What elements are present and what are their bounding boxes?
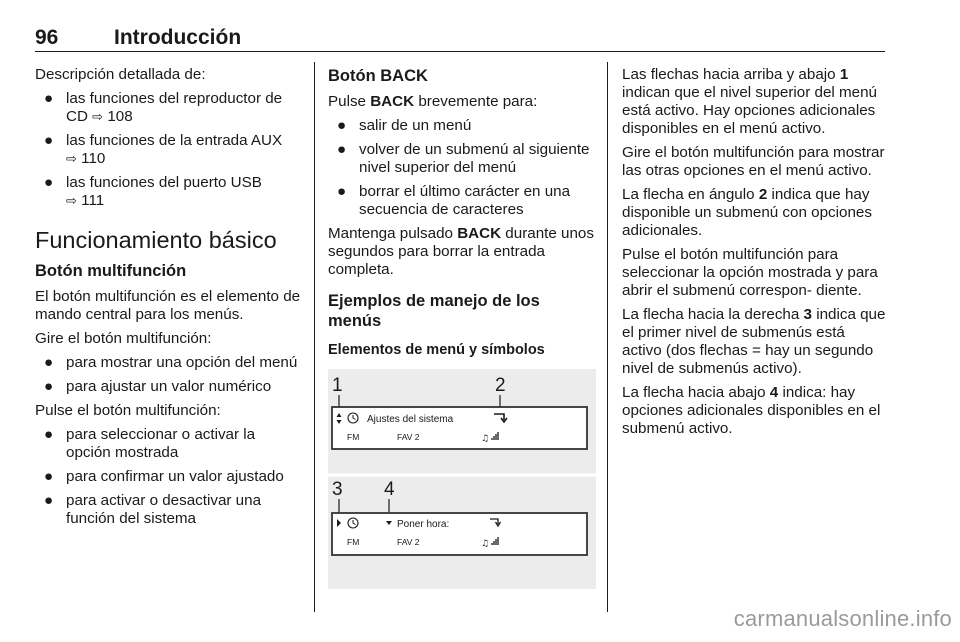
paragraph: Pulse BACK brevemente para: [328, 93, 538, 110]
screen-2 [332, 513, 587, 555]
list-item: ● para seleccionar o activar la opción mostrada [44, 426, 256, 461]
list-item: ● las funciones del reproductor de CD ⇨ 108 [44, 90, 283, 125]
status-fm: FM [347, 432, 360, 442]
label-3: 3 [332, 479, 343, 500]
page-reference[interactable]: ⇨ 110 [66, 150, 106, 167]
status-fav: FAV 2 [397, 537, 420, 547]
key-name: BACK [370, 93, 415, 110]
page-number: 96 [35, 26, 59, 49]
label-1: 1 [332, 375, 343, 396]
bullet-icon: ● [44, 492, 54, 509]
paragraph: Gire el botón multifunción: [35, 330, 212, 347]
label-2: 2 [495, 375, 506, 396]
details-intro: Descripción detallada de: [35, 66, 206, 83]
column-divider-1 [314, 62, 315, 612]
bullet-icon: ● [44, 468, 54, 485]
list-item: ● borrar el último carácter en una secuencia de caracteres [337, 183, 571, 218]
list-item: ● volver de un submenú al siguiente nivel superior del menú [337, 141, 590, 176]
status-fm: FM [347, 537, 360, 547]
column-2 [328, 66, 596, 589]
list-item: ● para activar o desactivar una función del sistema [44, 492, 262, 527]
music-note-icon: ♫ [481, 539, 490, 549]
paragraph: La flecha hacia abajo 4 indica: hay opciones adicionales disponibles en el submenú activo. [622, 384, 881, 437]
column-divider-2 [607, 62, 608, 612]
bullet-icon: ● [44, 354, 54, 371]
reference-arrow-icon: ⇨ [66, 151, 77, 166]
list-item: ● las funciones de la entrada AUX ⇨ 110 [44, 132, 283, 167]
section-title: Funcionamiento básico [35, 227, 277, 253]
column-1 [35, 66, 301, 534]
list-item: ● para ajustar un valor numérico [44, 378, 272, 395]
reference-arrow-icon: ⇨ [66, 193, 77, 208]
bullet-icon: ● [44, 426, 54, 443]
page-reference[interactable]: ⇨ 108 [92, 108, 133, 125]
watermark: carmanualsonline.info [733, 606, 952, 631]
label-4: 4 [384, 479, 395, 500]
paragraph: Mantenga pulsado BACK durante unos segundos para borrar la entrada completa. [328, 225, 594, 278]
list-item: ● las funciones del puerto USB ⇨ 111 [44, 174, 262, 209]
figure-background [328, 369, 596, 589]
paragraph: Gire el botón multifunción para mostrar las otras opciones en el menú activo. [622, 144, 885, 179]
paragraph: Pulse el botón multifunción: [35, 402, 221, 419]
bullet-icon: ● [44, 90, 54, 107]
list-item: ● para confirmar un valor ajustado [44, 468, 284, 485]
column-3 [622, 66, 888, 444]
page-header [35, 26, 885, 50]
menu-symbols-figure [328, 369, 596, 589]
subsection-title: Botón multifunción [35, 262, 187, 280]
bullet-icon: ● [44, 378, 54, 395]
page-reference[interactable]: ⇨ 111 [66, 192, 105, 209]
header-rule [35, 51, 885, 52]
bullet-icon: ● [337, 141, 347, 158]
status-fav: FAV 2 [397, 432, 420, 442]
subsection-title: Ejemplos de manejo de los menús [328, 292, 540, 330]
screen-2-text: Poner hora: [397, 519, 450, 530]
chapter-title: Introducción [114, 26, 242, 49]
paragraph: La flecha hacia la derecha 3 indica que el primer nivel de submenús está activo (dos flechas = hay un segundo nivel de submenús activo). [622, 306, 886, 377]
paragraph: La flecha en ángulo 2 indica que hay disponible un submenú con opciones adicionales. [622, 186, 872, 239]
screen-1-text: Ajustes del sistema [367, 414, 454, 425]
paragraph: Las flechas hacia arriba y abajo 1 indican que el nivel superior del menú está activo. Hay opciones adicionales disponibles en el menú activo. [622, 66, 877, 137]
music-note-icon: ♫ [481, 434, 490, 444]
paragraph: El botón multifunción es el elemento de mando central para los menús. [35, 288, 301, 323]
bullet-icon: ● [44, 132, 54, 149]
minor-title: Elementos de menú y símbolos [328, 342, 545, 358]
subsection-title: Botón BACK [328, 67, 428, 85]
reference-arrow-icon: ⇨ [92, 109, 104, 124]
key-name: BACK [457, 225, 502, 242]
list-item: ● salir de un menú [337, 117, 472, 134]
bullet-icon: ● [337, 117, 347, 134]
menu-figure-svg [328, 369, 596, 589]
list-item: ● para mostrar una opción del menú [44, 354, 298, 371]
paragraph: Pulse el botón multifunción para seleccionar la opción mostrada y para abrir el submenú correspon‐ diente. [622, 246, 878, 299]
bullet-icon: ● [337, 183, 347, 200]
bullet-icon: ● [44, 174, 54, 191]
